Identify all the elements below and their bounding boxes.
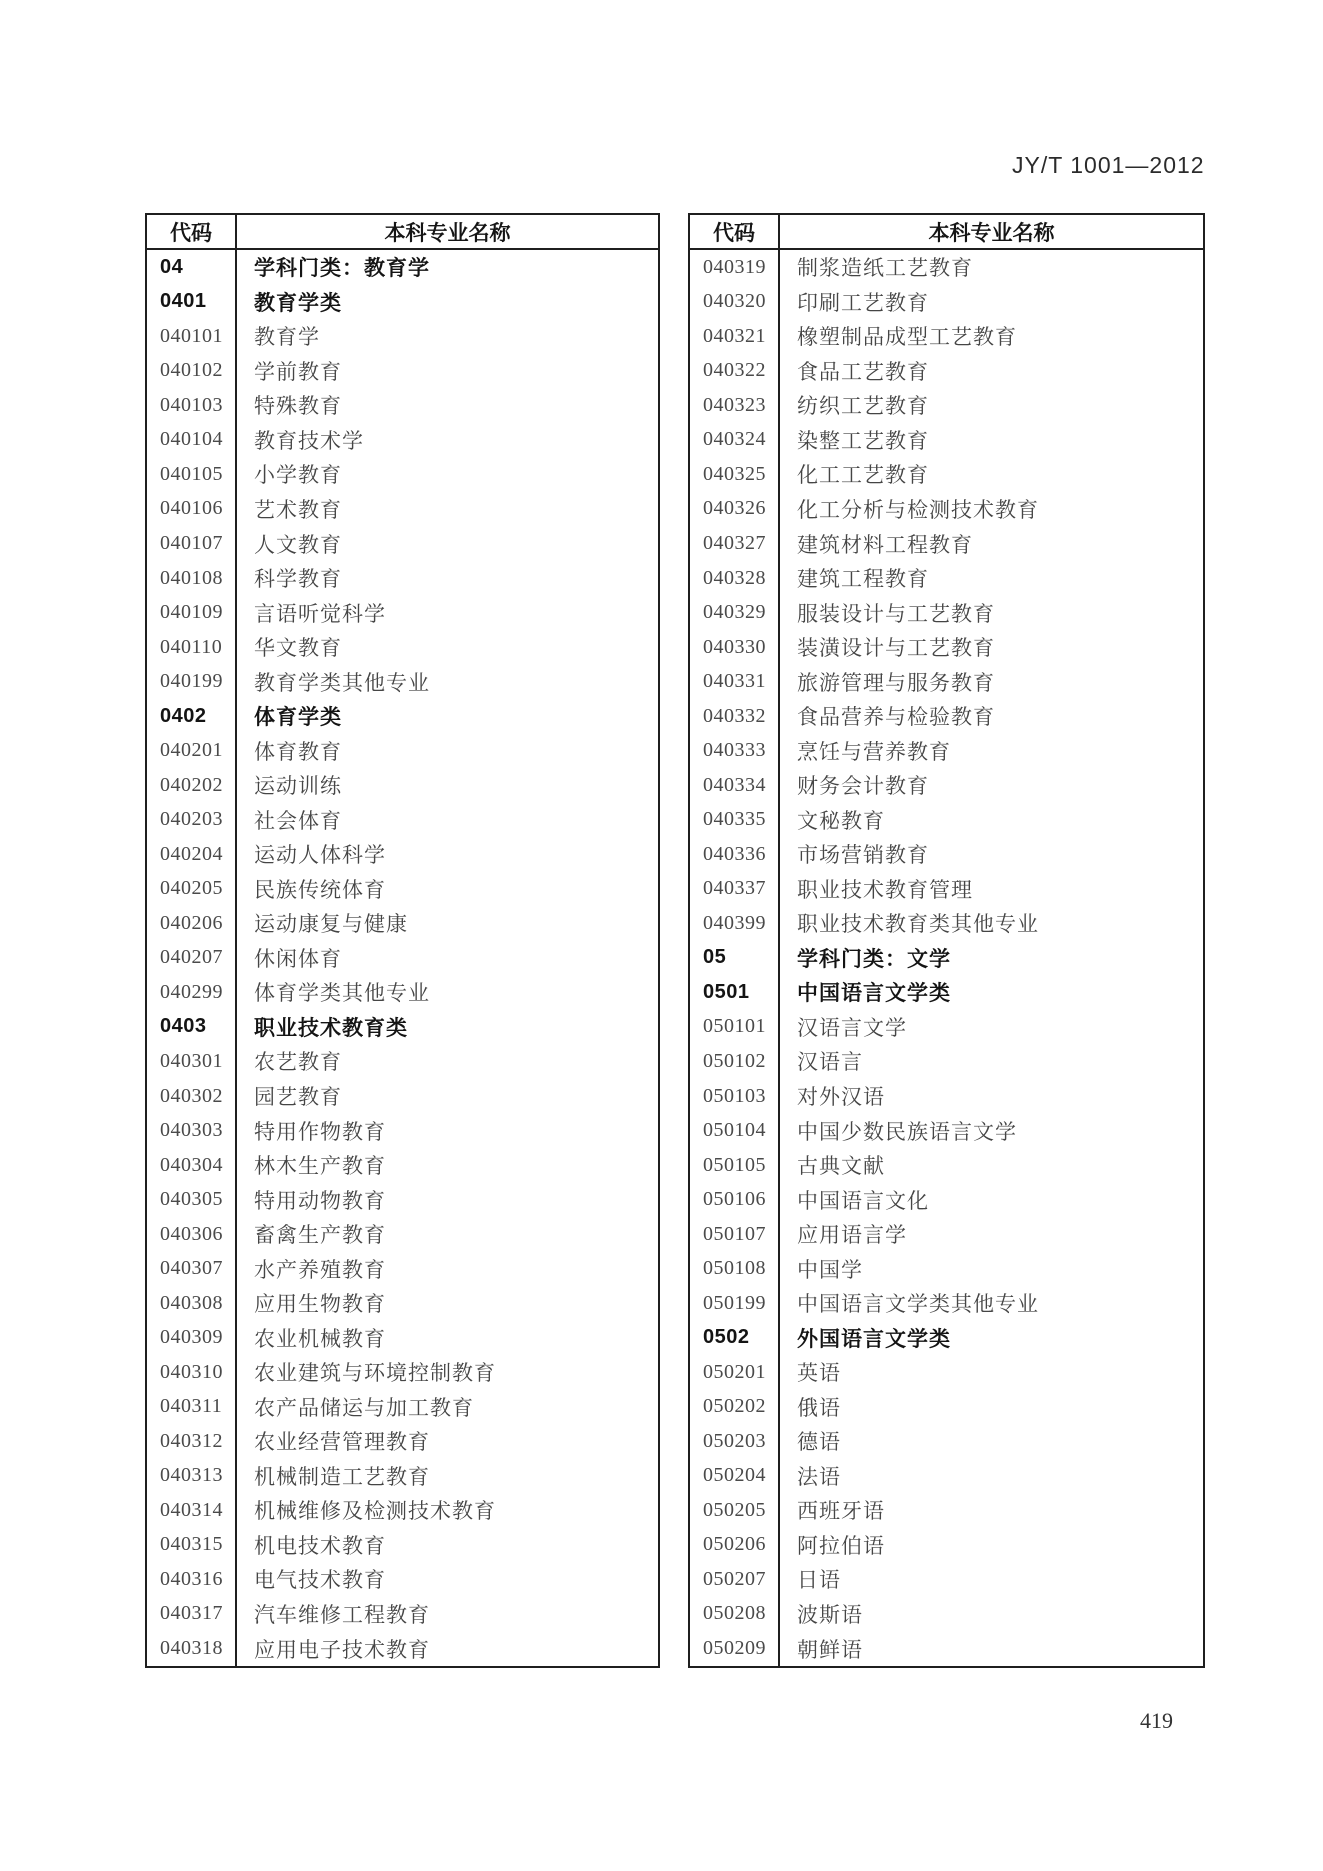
code-cell: 040323	[690, 388, 780, 423]
name-cell: 俄语	[797, 1395, 841, 1420]
code-cell: 050106	[690, 1182, 780, 1217]
table-row	[147, 1286, 658, 1321]
table-row	[690, 1079, 1203, 1114]
code-cell: 040335	[690, 803, 780, 838]
name-cell: 汉语言	[797, 1050, 863, 1075]
table-row	[147, 526, 658, 561]
table-row	[147, 941, 658, 976]
name-cell: 汽车维修工程教育	[254, 1602, 430, 1627]
table-row	[147, 837, 658, 872]
table-row	[690, 1631, 1203, 1666]
table-row	[690, 285, 1203, 320]
table-row	[690, 1597, 1203, 1632]
table-row	[147, 423, 658, 458]
table-row	[690, 1355, 1203, 1390]
code-cell: 050101	[690, 1010, 780, 1045]
code-cell: 040308	[147, 1286, 237, 1321]
name-cell: 民族传统体育	[254, 877, 386, 902]
name-cell: 英语	[797, 1361, 841, 1386]
table-row	[690, 733, 1203, 768]
table-row	[147, 595, 658, 630]
table-row	[690, 1459, 1203, 1494]
table-row	[147, 1044, 658, 1079]
code-cell: 050209	[690, 1631, 780, 1666]
name-cell: 化工分析与检测技术教育	[797, 497, 1039, 522]
code-cell: 040101	[147, 319, 237, 354]
name-cell: 染整工艺教育	[797, 428, 929, 453]
name-cell: 中国语言文学类	[797, 982, 951, 1006]
table-row	[147, 1182, 658, 1217]
table-header-row	[147, 215, 658, 250]
table-row	[147, 1148, 658, 1183]
name-cell: 教育技术学	[254, 428, 364, 453]
code-cell: 040314	[147, 1493, 237, 1528]
table-row	[690, 906, 1203, 941]
code-cell: 040107	[147, 526, 237, 561]
code-cell: 0402	[147, 699, 237, 734]
name-cell: 机电技术教育	[254, 1533, 386, 1558]
name-cell: 畜禽生产教育	[254, 1223, 386, 1248]
name-cell: 阿拉伯语	[797, 1533, 885, 1558]
code-cell: 050203	[690, 1424, 780, 1459]
code-cell: 040322	[690, 354, 780, 389]
name-cell: 特用动物教育	[254, 1188, 386, 1213]
code-cell: 040336	[690, 837, 780, 872]
code-cell: 05	[690, 941, 780, 976]
name-cell: 中国语言文学类其他专业	[797, 1292, 1039, 1317]
table-row	[147, 906, 658, 941]
code-cell: 040106	[147, 492, 237, 527]
majors-table-right	[688, 213, 1205, 1668]
name-cell: 农艺教育	[254, 1050, 342, 1075]
table-row	[147, 1493, 658, 1528]
name-cell: 机械维修及检测技术教育	[254, 1499, 496, 1524]
table-row	[690, 388, 1203, 423]
name-cell: 休闲体育	[254, 946, 342, 971]
table-row	[147, 492, 658, 527]
code-cell: 040199	[147, 664, 237, 699]
table-row	[147, 664, 658, 699]
table-row	[147, 250, 658, 285]
code-cell: 050103	[690, 1079, 780, 1114]
name-cell: 林木生产教育	[254, 1154, 386, 1179]
name-cell: 制浆造纸工艺教育	[797, 256, 973, 281]
name-cell: 体育教育	[254, 739, 342, 764]
name-cell: 机械制造工艺教育	[254, 1464, 430, 1489]
code-column-header: 代码	[690, 215, 780, 248]
code-cell: 040325	[690, 457, 780, 492]
code-cell: 040399	[690, 906, 780, 941]
code-cell: 040205	[147, 872, 237, 907]
table-row	[147, 1562, 658, 1597]
code-cell: 040331	[690, 664, 780, 699]
code-cell: 050201	[690, 1355, 780, 1390]
code-cell: 040302	[147, 1079, 237, 1114]
table-row	[147, 388, 658, 423]
table-row	[147, 1390, 658, 1425]
code-cell: 050108	[690, 1251, 780, 1286]
name-cell: 对外汉语	[797, 1085, 885, 1110]
table-row	[690, 1113, 1203, 1148]
code-cell: 050199	[690, 1286, 780, 1321]
name-cell: 波斯语	[797, 1602, 863, 1627]
name-cell: 水产养殖教育	[254, 1257, 386, 1282]
table-row	[690, 319, 1203, 354]
code-cell: 040318	[147, 1631, 237, 1666]
name-cell: 农业机械教育	[254, 1326, 386, 1351]
table-row	[690, 975, 1203, 1010]
name-cell: 农业经营管理教育	[254, 1430, 430, 1455]
name-cell: 园艺教育	[254, 1085, 342, 1110]
name-cell: 教育学类其他专业	[254, 670, 430, 695]
table-row	[147, 1459, 658, 1494]
code-cell: 040329	[690, 595, 780, 630]
table-row	[690, 250, 1203, 285]
table-row	[147, 1217, 658, 1252]
table-row	[147, 1251, 658, 1286]
table-row	[690, 803, 1203, 838]
name-cell: 服装设计与工艺教育	[797, 601, 995, 626]
name-column-header: 本科专业名称	[384, 221, 511, 245]
name-cell: 应用生物教育	[254, 1292, 386, 1317]
table-row	[147, 1424, 658, 1459]
name-cell: 印刷工艺教育	[797, 290, 929, 315]
name-cell: 汉语言文学	[797, 1015, 907, 1040]
table-row	[690, 423, 1203, 458]
table-row	[690, 837, 1203, 872]
code-cell: 040315	[147, 1528, 237, 1563]
name-cell: 运动康复与健康	[254, 912, 408, 937]
table-row	[147, 1528, 658, 1563]
code-cell: 050202	[690, 1390, 780, 1425]
name-cell: 文秘教育	[797, 808, 885, 833]
name-column-header: 本科专业名称	[928, 221, 1055, 245]
table-row	[690, 1320, 1203, 1355]
table-row	[690, 630, 1203, 665]
name-cell: 电气技术教育	[254, 1568, 386, 1593]
standard-number-header: JY/T 1001—2012	[1012, 152, 1205, 178]
table-row	[690, 561, 1203, 596]
name-cell: 职业技术教育类其他专业	[797, 912, 1039, 937]
table-row	[690, 354, 1203, 389]
code-cell: 040311	[147, 1390, 237, 1425]
name-cell: 中国语言文化	[797, 1188, 929, 1213]
code-cell: 040201	[147, 733, 237, 768]
code-cell: 040105	[147, 457, 237, 492]
table-row	[147, 1631, 658, 1666]
table-row	[147, 768, 658, 803]
name-cell: 食品营养与检验教育	[797, 705, 995, 730]
table-row	[147, 733, 658, 768]
code-cell: 040324	[690, 423, 780, 458]
code-cell: 050105	[690, 1148, 780, 1183]
table-row	[147, 354, 658, 389]
table-row	[147, 561, 658, 596]
name-cell: 中国少数民族语言文学	[797, 1119, 1017, 1144]
table-row	[690, 1528, 1203, 1563]
table-row	[147, 1355, 658, 1390]
code-cell: 040305	[147, 1182, 237, 1217]
name-cell: 应用电子技术教育	[254, 1637, 430, 1662]
table-row	[690, 1010, 1203, 1045]
name-cell: 法语	[797, 1464, 841, 1489]
code-cell: 040310	[147, 1355, 237, 1390]
name-cell: 化工工艺教育	[797, 463, 929, 488]
code-cell: 040108	[147, 561, 237, 596]
table-row	[147, 1079, 658, 1114]
table-row	[147, 285, 658, 320]
code-cell: 040304	[147, 1148, 237, 1183]
table-row	[690, 699, 1203, 734]
name-cell: 体育学类	[254, 706, 342, 730]
name-cell: 外国语言文学类	[797, 1327, 951, 1351]
name-cell: 烹饪与营养教育	[797, 739, 951, 764]
table-row	[690, 1390, 1203, 1425]
name-cell: 社会体育	[254, 808, 342, 833]
name-cell: 橡塑制品成型工艺教育	[797, 325, 1017, 350]
name-cell: 德语	[797, 1430, 841, 1455]
name-cell: 应用语言学	[797, 1223, 907, 1248]
name-cell: 朝鲜语	[797, 1637, 863, 1662]
table-row	[690, 1217, 1203, 1252]
code-cell: 0502	[690, 1320, 780, 1355]
name-cell: 食品工艺教育	[797, 359, 929, 384]
name-cell: 运动人体科学	[254, 843, 386, 868]
name-cell: 装潢设计与工艺教育	[797, 636, 995, 661]
table-row	[690, 1562, 1203, 1597]
name-cell: 华文教育	[254, 636, 342, 661]
code-cell: 040312	[147, 1424, 237, 1459]
table-row	[147, 803, 658, 838]
name-cell: 中国学	[797, 1257, 863, 1282]
name-cell: 职业技术教育管理	[797, 877, 973, 902]
table-row	[147, 319, 658, 354]
table-body-left	[147, 250, 658, 1666]
name-cell: 特殊教育	[254, 394, 342, 419]
code-cell: 050104	[690, 1113, 780, 1148]
table-row	[147, 1010, 658, 1045]
table-row	[690, 492, 1203, 527]
code-column-header: 代码	[147, 215, 237, 248]
table-row	[147, 872, 658, 907]
code-cell: 040333	[690, 733, 780, 768]
name-cell: 纺织工艺教育	[797, 394, 929, 419]
code-cell: 040109	[147, 595, 237, 630]
code-cell: 040299	[147, 975, 237, 1010]
code-cell: 040316	[147, 1562, 237, 1597]
table-row	[147, 1597, 658, 1632]
code-cell: 040319	[690, 250, 780, 285]
code-cell: 040301	[147, 1044, 237, 1079]
name-cell: 建筑材料工程教育	[797, 532, 973, 557]
code-cell: 040203	[147, 803, 237, 838]
code-cell: 0501	[690, 975, 780, 1010]
code-cell: 0403	[147, 1010, 237, 1045]
code-cell: 040110	[147, 630, 237, 665]
table-row	[690, 872, 1203, 907]
code-cell: 050102	[690, 1044, 780, 1079]
table-row	[690, 1493, 1203, 1528]
name-cell: 学科门类：文学	[797, 947, 951, 971]
table-row	[147, 457, 658, 492]
table-row	[690, 768, 1203, 803]
code-cell: 0401	[147, 285, 237, 320]
table-row	[147, 699, 658, 734]
code-cell: 050205	[690, 1493, 780, 1528]
code-cell: 040303	[147, 1113, 237, 1148]
name-cell: 财务会计教育	[797, 774, 929, 799]
page-number: 419	[1140, 1708, 1173, 1733]
code-cell: 040313	[147, 1459, 237, 1494]
code-cell: 040320	[690, 285, 780, 320]
code-cell: 050204	[690, 1459, 780, 1494]
code-cell: 040330	[690, 630, 780, 665]
code-cell: 040102	[147, 354, 237, 389]
name-cell: 市场营销教育	[797, 843, 929, 868]
table-row	[147, 630, 658, 665]
code-cell: 040332	[690, 699, 780, 734]
name-cell: 人文教育	[254, 532, 342, 557]
name-cell: 建筑工程教育	[797, 567, 929, 592]
table-body-right	[690, 250, 1203, 1666]
name-cell: 特用作物教育	[254, 1119, 386, 1144]
name-cell: 职业技术教育类	[254, 1016, 408, 1040]
table-row	[147, 1320, 658, 1355]
code-cell: 040337	[690, 872, 780, 907]
name-cell: 艺术教育	[254, 497, 342, 522]
table-row	[690, 1148, 1203, 1183]
name-cell: 日语	[797, 1568, 841, 1593]
code-cell: 040309	[147, 1320, 237, 1355]
name-cell: 西班牙语	[797, 1499, 885, 1524]
code-cell: 040204	[147, 837, 237, 872]
code-cell: 040103	[147, 388, 237, 423]
name-cell: 小学教育	[254, 463, 342, 488]
code-cell: 040207	[147, 941, 237, 976]
table-header-row	[690, 215, 1203, 250]
table-row	[690, 457, 1203, 492]
table-row	[690, 1182, 1203, 1217]
code-cell: 040306	[147, 1217, 237, 1252]
name-cell: 学前教育	[254, 359, 342, 384]
table-row	[690, 664, 1203, 699]
code-cell: 050207	[690, 1562, 780, 1597]
code-cell: 040104	[147, 423, 237, 458]
table-row	[690, 941, 1203, 976]
table-row	[147, 975, 658, 1010]
table-row	[690, 526, 1203, 561]
name-cell: 科学教育	[254, 567, 342, 592]
table-row	[147, 1113, 658, 1148]
table-row	[690, 1286, 1203, 1321]
name-cell: 教育学	[254, 325, 320, 350]
code-cell: 040328	[690, 561, 780, 596]
name-cell: 古典文献	[797, 1154, 885, 1179]
code-cell: 050107	[690, 1217, 780, 1252]
code-cell: 04	[147, 250, 237, 285]
name-cell: 运动训练	[254, 774, 342, 799]
name-cell: 言语听觉科学	[254, 601, 386, 626]
code-cell: 040321	[690, 319, 780, 354]
name-cell: 农业建筑与环境控制教育	[254, 1361, 496, 1386]
table-row	[690, 1424, 1203, 1459]
code-cell: 040307	[147, 1251, 237, 1286]
code-cell: 040206	[147, 906, 237, 941]
majors-table-left	[145, 213, 660, 1668]
name-cell: 教育学类	[254, 291, 342, 315]
name-cell: 体育学类其他专业	[254, 981, 430, 1006]
table-row	[690, 1044, 1203, 1079]
code-cell: 040326	[690, 492, 780, 527]
name-cell: 农产品储运与加工教育	[254, 1395, 474, 1420]
code-cell: 050208	[690, 1597, 780, 1632]
code-cell: 040202	[147, 768, 237, 803]
code-cell: 050206	[690, 1528, 780, 1563]
code-cell: 040327	[690, 526, 780, 561]
name-cell: 旅游管理与服务教育	[797, 670, 995, 695]
code-cell: 040317	[147, 1597, 237, 1632]
code-cell: 040334	[690, 768, 780, 803]
name-cell: 学科门类：教育学	[254, 257, 430, 281]
table-row	[690, 1251, 1203, 1286]
table-row	[690, 595, 1203, 630]
